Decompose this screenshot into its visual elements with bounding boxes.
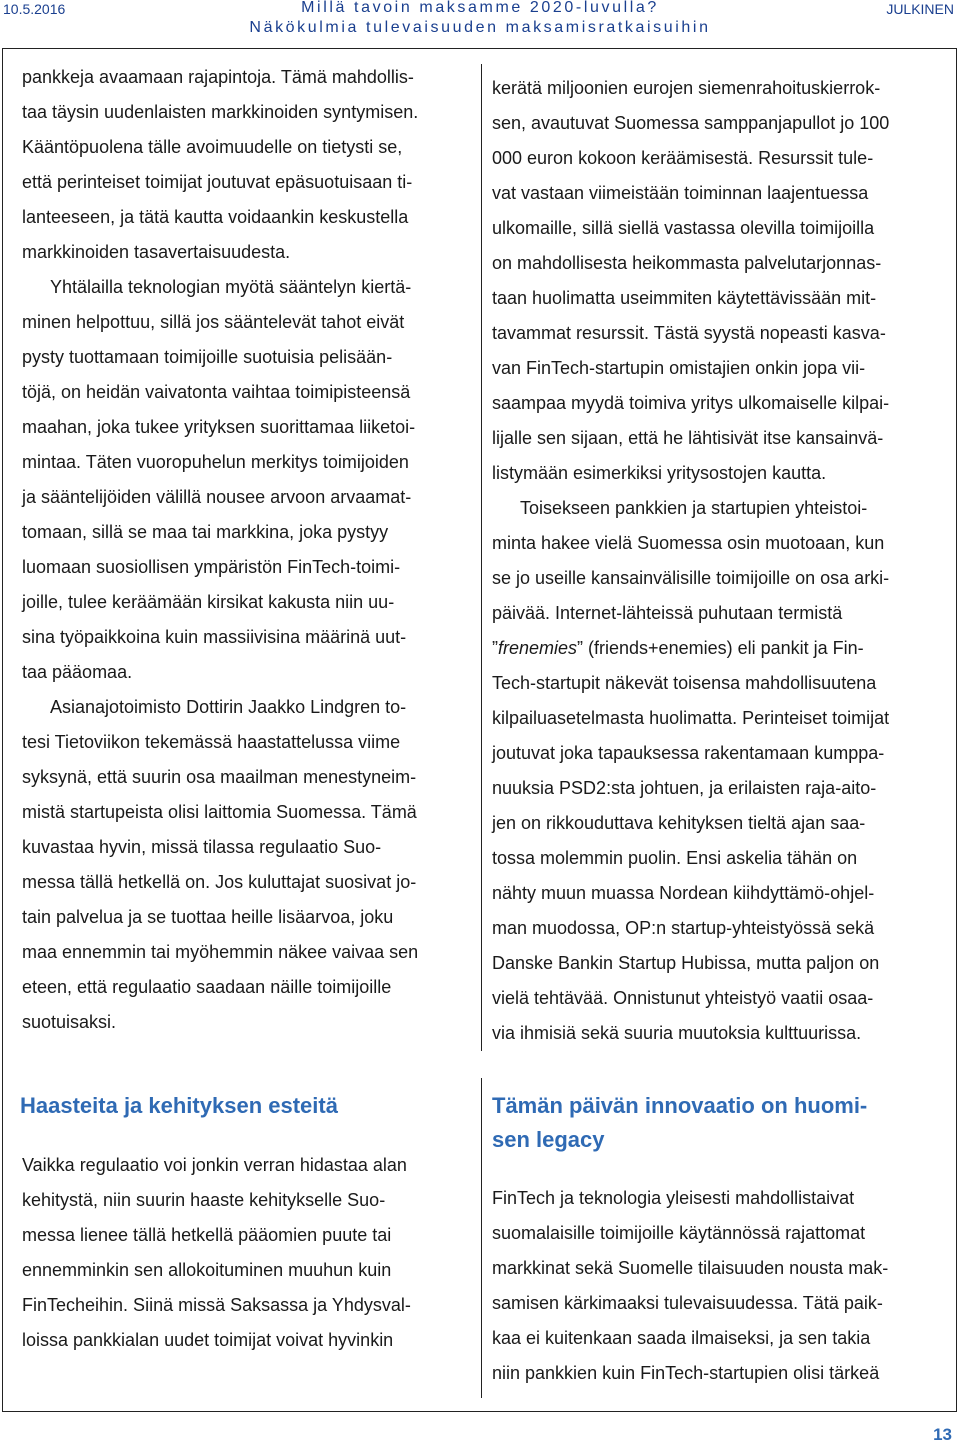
text-line: Toisekseen pankkien ja startupien yhteistoi-	[520, 498, 868, 518]
text-line: että perinteiset toimijat joutuvat epäsuotuisaan ti-	[22, 172, 413, 192]
text-line: suomalaisille toimijoille käytännössä rajattomat	[492, 1223, 866, 1243]
text-line: nähty muun muassa Nordean kiihdyttämö-ohjel-	[492, 883, 875, 903]
text-line: Asianajotoimisto Dottirin Jaakko Lindgren to-	[50, 697, 407, 717]
text-line: lanteeseen, ja tätä kautta voidaankin keskustella	[22, 207, 409, 227]
open-quote: ”	[492, 638, 498, 658]
header-subtitle: Näkökulmia tulevaisuuden maksamisratkaisuihin	[249, 19, 711, 36]
heading-line: sen legacy	[492, 1127, 605, 1152]
text-line: suotuisaksi.	[22, 1012, 117, 1032]
text-line: listymään esimerkiksi yritysostojen kautta.	[492, 463, 827, 483]
text-line: on mahdollisesta heikommasta palvelutarjonnas-	[492, 253, 882, 273]
section-heading-challenges: Haasteita ja kehityksen esteitä	[20, 1093, 338, 1118]
text-line: Tech-startupit näkevät toisensa mahdollisuutena	[492, 673, 877, 693]
text-line: 000 euron kokoon keräämisestä. Resurssit tule-	[492, 148, 874, 168]
left-column-text	[22, 60, 470, 1040]
text-line: ja sääntelijöiden välillä nousee arvoon arvaamat-	[22, 487, 412, 507]
text-line: Vaikka regulaatio voi jonkin verran hidastaa alan	[22, 1155, 407, 1175]
frenemies-term: frenemies	[498, 638, 578, 658]
text-line: pysty tuottamaan toimijoille suotuisia pelisään-	[22, 347, 393, 367]
text-line: kuvastaa hyvin, missä tilassa regulaatio Suo-	[22, 837, 382, 857]
text-line: vielä tehtävää. Onnistunut yhteistyö vaatii osaa-	[492, 988, 874, 1008]
text-line: loissa pankkialan uudet toimijat voivat hyvinkin	[22, 1330, 394, 1350]
text-line: tomaan, sillä se maa tai markkina, joka pystyy	[22, 522, 389, 542]
text-line: joille, tulee keräämään kirsikat kakusta niin uu-	[22, 592, 395, 612]
section-heading-innovation	[492, 1089, 867, 1157]
text-line: sen, avautuvat Suomessa samppanjapullot jo 100	[492, 113, 890, 133]
text-line: messa tällä hetkellä on. Jos kuluttajat suosivat jo-	[22, 872, 417, 892]
text-line: taa täysin uudenlaisten markkinoiden syntymisen.	[22, 102, 419, 122]
text-line: syksynä, että suurin osa maailman menestyneim-	[22, 767, 417, 787]
right-column-text	[492, 71, 944, 1051]
header-title: Millä tavoin maksamme 2020-luvulla?	[301, 0, 659, 16]
text-line: taa pääomaa.	[22, 662, 133, 682]
text-line: nuuksia PSD2:sta johtuen, ja erilaisten raja-aito-	[492, 778, 877, 798]
text-line: ennemminkin sen allokoituminen muuhun kuin	[22, 1260, 392, 1280]
text-line: via ihmisiä sekä suuria muutoksia kulttuurissa.	[492, 1023, 862, 1043]
text-line: kehitystä, niin suurin haaste kehitykselle Suo-	[22, 1190, 386, 1210]
text-line: Kääntöpuolena tälle avoimuudelle on tietysti se,	[22, 137, 403, 157]
header-classification: JULKINEN	[886, 1, 954, 17]
text-line: sina työpaikkoina kuin massiivisina määrinä uut-	[22, 627, 407, 647]
text-line: Yhtälailla teknologian myötä sääntelyn kiertä-	[50, 277, 412, 297]
text-line: FinTech ja teknologia yleisesti mahdollistaivat	[492, 1188, 855, 1208]
text-line: pankkeja avaamaan rajapintoja. Tämä mahdollis-	[22, 67, 414, 87]
text-line: töjä, on heidän vaivatonta vaihtaa toimipisteensä	[22, 382, 411, 402]
text-line: man muodossa, OP:n startup-yhteistyössä sekä	[492, 918, 875, 938]
text-line: vat vastaan viimeistään toiminnan laajentuessa	[492, 183, 869, 203]
text-line: jen on rikkouduttava kehityksen tieltä ajan saa-	[492, 813, 866, 833]
text-line: markkinat sekä Suomelle tilaisuuden nousta mak-	[492, 1258, 889, 1278]
text-line: minen helpottuu, sillä jos sääntelevät tahot eivät	[22, 312, 405, 332]
text-line: päivää. Internet-lähteissä puhutaan termistä	[492, 603, 843, 623]
text-line: niin pankkien kuin FinTech-startupien olisi tärkeä	[492, 1363, 880, 1383]
text-line: ulkomaille, sillä siellä vastassa olevilla toimijoilla	[492, 218, 875, 238]
text-line: samisen kärkimaaksi tulevaisuudessa. Tätä paik-	[492, 1293, 883, 1313]
text-line: markkinoiden tasavertaisuudesta.	[22, 242, 291, 262]
text-line: se jo useille kansainvälisille toimijoille on osa arki-	[492, 568, 890, 588]
challenges-section-text	[22, 1148, 470, 1358]
header-date: 10.5.2016	[3, 1, 66, 17]
innovation-section-text	[492, 1181, 944, 1391]
text-line: tavammat resurssit. Tästä syystä nopeasti kasva-	[492, 323, 886, 343]
text-line: mintaa. Täten vuoropuhelun merkitys toimijoiden	[22, 452, 409, 472]
text-line-frenemies	[492, 631, 944, 666]
column-divider-top	[481, 64, 482, 1051]
text-line: minta hakee vielä Suomessa osin muotoaan, kun	[492, 533, 885, 553]
text-line: taan huolimatta useimmiten käytettävissään mit-	[492, 288, 877, 308]
text-line: joutuvat joka tapauksessa rakentamaan kumppa-	[492, 743, 885, 763]
text-line: Danske Bankin Startup Hubissa, mutta paljon on	[492, 953, 880, 973]
text-line: kaa ei kuitenkaan saada ilmaiseksi, ja sen takia	[492, 1328, 871, 1348]
text-line: saampaa myydä toimiva yritys ulkomaiselle kilpai-	[492, 393, 890, 413]
page-header	[0, 0, 960, 46]
text-line: van FinTech-startupin omistajien onkin jopa vii-	[492, 358, 866, 378]
heading-line: Tämän päivän innovaatio on huomi-	[492, 1093, 868, 1118]
text-line: tossa molemmin puolin. Ensi askelia tähän on	[492, 848, 858, 868]
text-line: kilpailuasetelmasta huolimatta. Perinteiset toimijat	[492, 708, 890, 728]
text-line: eteen, että regulaatio saadaan näille toimijoille	[22, 977, 392, 997]
text-line: kerätä miljoonien eurojen siemenrahoituskierrok-	[492, 78, 881, 98]
text-line: messa lienee tällä hetkellä pääomien puute tai	[22, 1225, 392, 1245]
text-line: tain palvelua ja se tuottaa heille lisäarvoa, joku	[22, 907, 394, 927]
text-line: lijalle sen sijaan, että he lähtisivät itse kansainvä-	[492, 428, 884, 448]
text-line: luomaan suosiollisen ympäristön FinTech-toimi-	[22, 557, 401, 577]
page-number: 13	[933, 1425, 952, 1444]
text-line: maahan, joka tukee yrityksen suorittamaa liiketoi-	[22, 417, 416, 437]
text-line: tesi Tietoviikon tekemässä haastattelussa viime	[22, 732, 401, 752]
frenemies-rest: ” (friends+enemies) eli pankit ja Fin-	[577, 638, 864, 658]
text-line: maa ennemmin tai myöhemmin näkee vaivaa sen	[22, 942, 419, 962]
text-line: FinTecheihin. Siinä missä Saksassa ja Yhdysval-	[22, 1295, 411, 1315]
column-divider-bottom	[481, 1078, 482, 1398]
text-line: mistä startupeista olisi laittomia Suomessa. Tämä	[22, 802, 417, 822]
